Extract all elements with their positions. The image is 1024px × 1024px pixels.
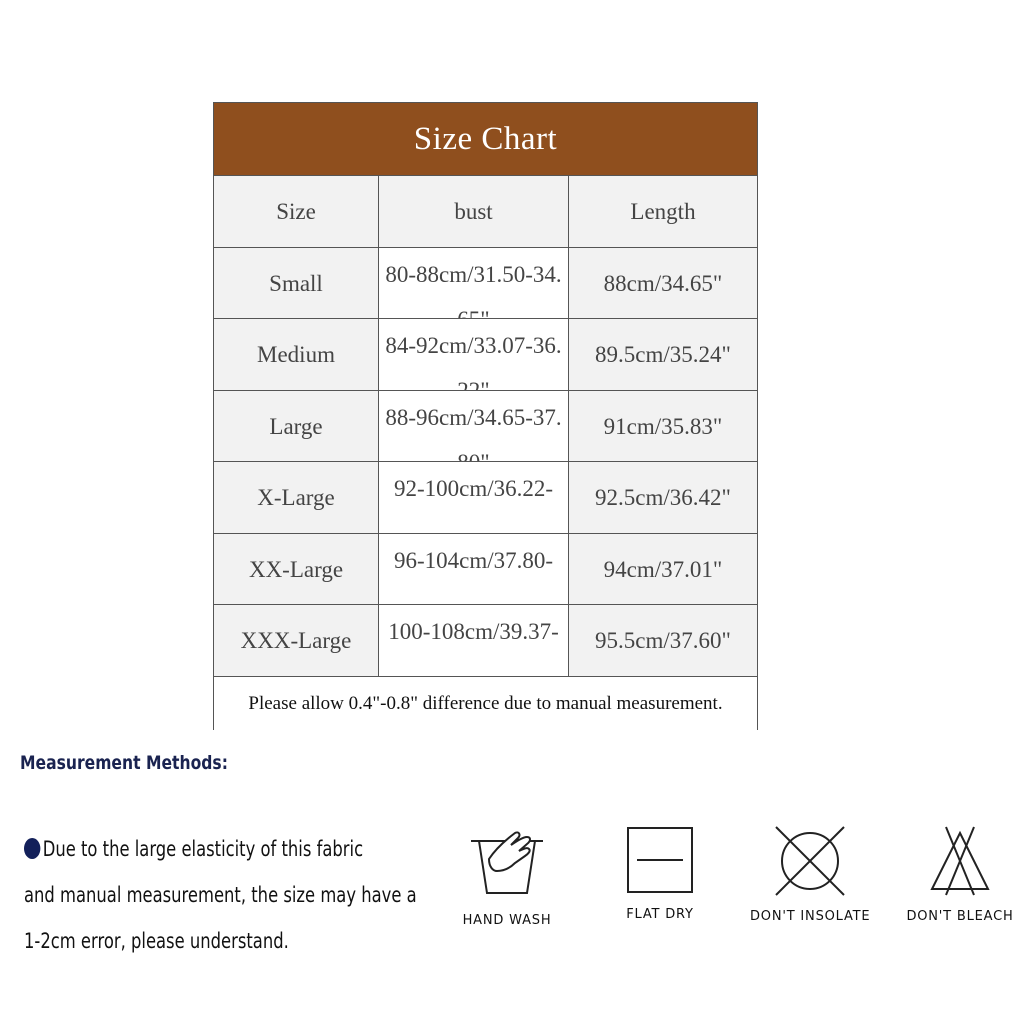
bust-value: 88-96cm/34.65-37. (385, 405, 562, 430)
length-cell: 92.5cm/36.42" (595, 484, 731, 510)
bust-value: 96-104cm/37.80- (393, 548, 554, 573)
bust-value: 84-92cm/33.07-36. (385, 333, 562, 358)
table-row (214, 318, 757, 390)
header-size: Size (214, 176, 379, 247)
length-cell: 91cm/35.83" (603, 413, 723, 439)
header-length: Length (630, 198, 696, 224)
header-bust: bust (379, 176, 569, 247)
size-cell: Large (214, 391, 379, 462)
length-cell: 88cm/34.65" (603, 270, 723, 296)
table-row (214, 604, 757, 676)
length-cell: 94cm/37.01" (603, 556, 723, 582)
size-cell: Medium (214, 319, 379, 390)
do-not-insolate-icon (772, 825, 848, 897)
bust-cell (379, 391, 569, 462)
bust-value: 80-88cm/31.50-34. (385, 262, 562, 287)
hand-wash-icon (465, 825, 549, 901)
measurement-note: Please allow 0.4"-0.8" difference due to manual measurement. (214, 676, 757, 730)
care-label: HAND WASH (462, 913, 552, 928)
size-cell: XXX-Large (214, 605, 379, 676)
bust-value: 92-100cm/36.22- (393, 476, 554, 501)
description-line: 1-2cm error, please understand. (24, 929, 289, 953)
measurement-description (24, 826, 430, 964)
bust-cell (379, 605, 569, 676)
description-line: and manual measurement, the size may have a (24, 883, 417, 907)
description-text: Due to the large elasticity of this fabric (42, 837, 364, 861)
table-row (214, 390, 757, 462)
size-chart-table (213, 102, 758, 730)
bust-cell (379, 462, 569, 533)
bust-cell (379, 319, 569, 390)
bust-cell (379, 534, 569, 605)
care-dont-insolate (750, 825, 870, 924)
table-row (214, 533, 757, 605)
size-chart-title: Size Chart (214, 103, 757, 175)
do-not-bleach-icon (928, 825, 992, 897)
table-row (214, 461, 757, 533)
bust-value: 100-108cm/39.37- (388, 619, 559, 644)
flat-dry-icon (625, 825, 695, 895)
size-cell: Small (214, 248, 379, 319)
size-cell: XX-Large (214, 534, 379, 605)
length-cell: 95.5cm/37.60" (595, 627, 731, 653)
length-cell: 89.5cm/35.24" (595, 341, 731, 367)
care-flat-dry (600, 825, 720, 922)
bullet-dot-icon (24, 838, 40, 859)
care-label: FLAT DRY (626, 907, 694, 922)
care-label: DON'T BLEACH (906, 909, 1014, 924)
measurement-methods-title: Measurement Methods: (20, 752, 228, 774)
care-hand-wash (447, 825, 567, 928)
table-row (214, 247, 757, 319)
bust-cell (379, 248, 569, 319)
table-header-row (214, 175, 757, 247)
size-cell: X-Large (214, 462, 379, 533)
care-dont-bleach (900, 825, 1020, 924)
care-label: DON'T INSOLATE (750, 909, 871, 924)
description-line (24, 826, 430, 872)
